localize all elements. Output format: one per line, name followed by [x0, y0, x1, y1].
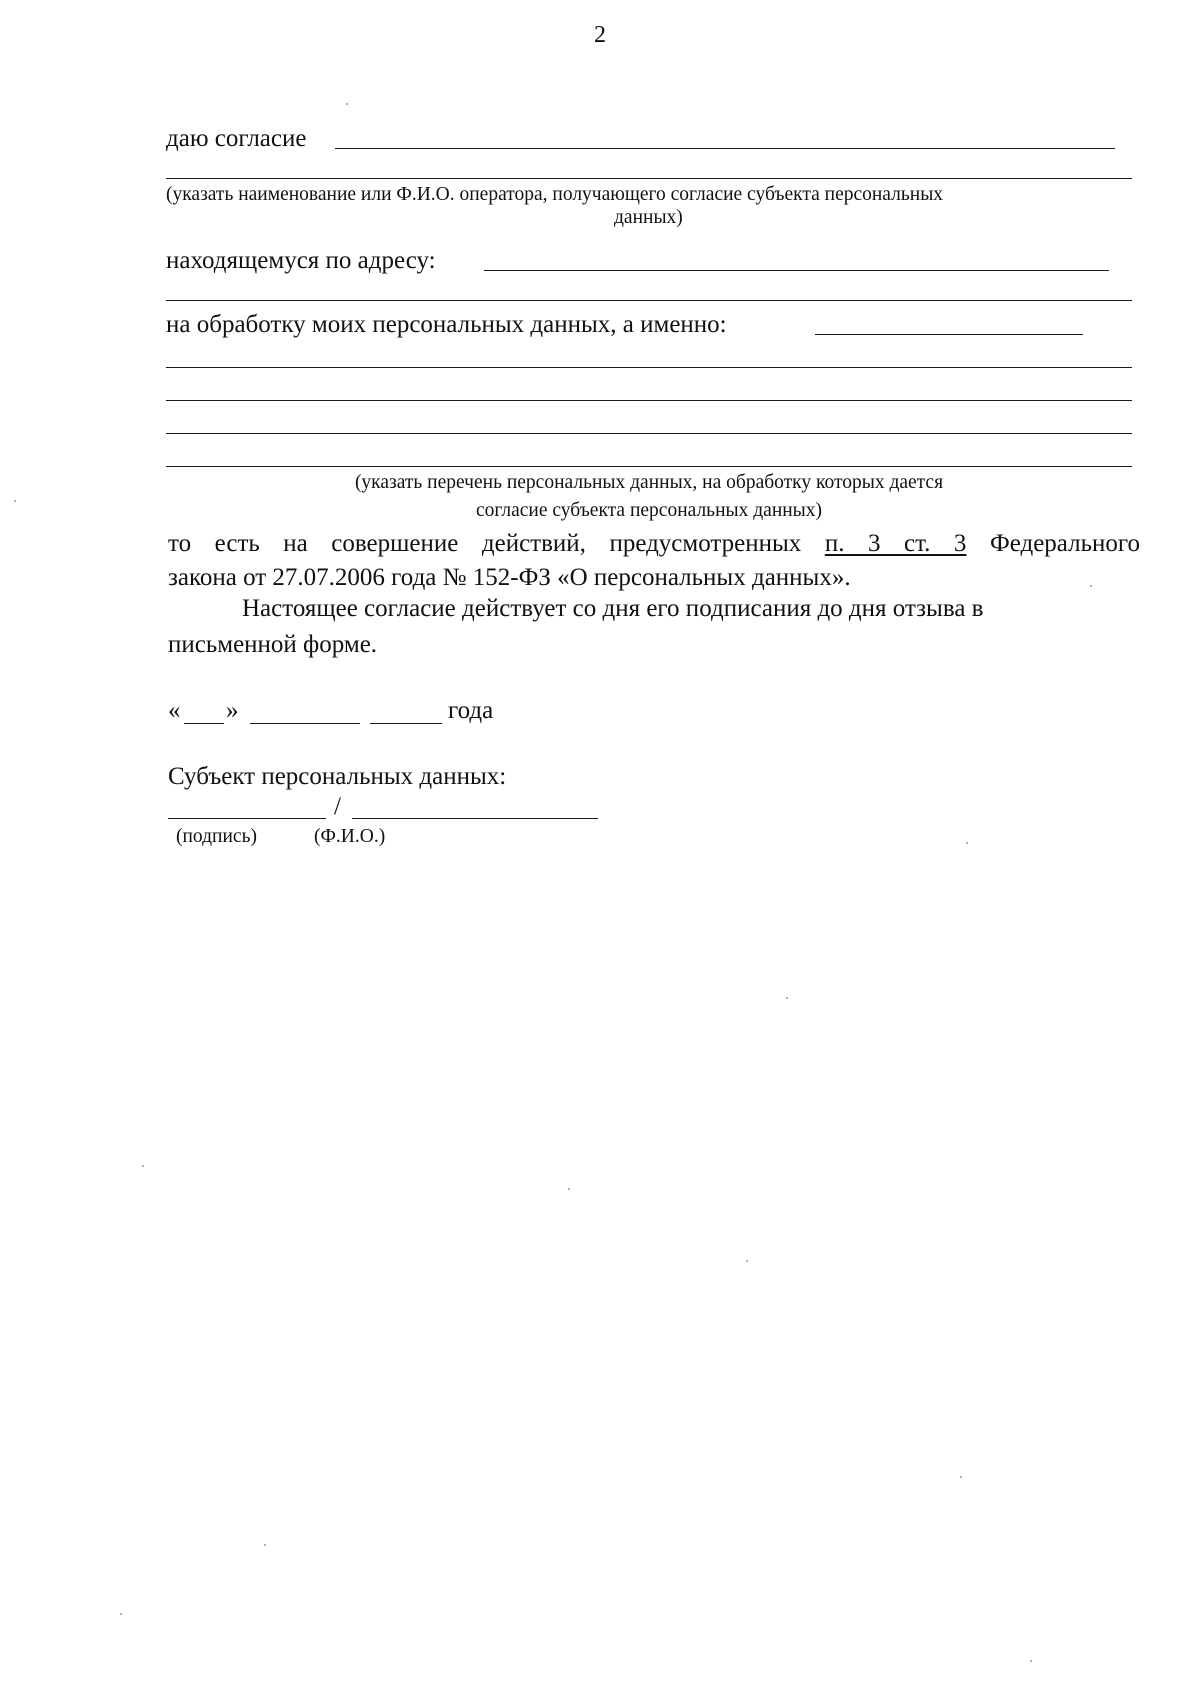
signature-slash: /	[334, 793, 341, 820]
processing-blank-line-5[interactable]	[166, 466, 1132, 467]
signature-blank[interactable]	[168, 818, 326, 819]
scan-speck	[264, 1544, 266, 1546]
actions-line1	[168, 528, 1140, 560]
processing-blank-line-3[interactable]	[166, 400, 1132, 401]
date-close-quote: »	[226, 697, 239, 724]
name-caption: (Ф.И.О.)	[314, 826, 386, 847]
actions-line2: закона от 27.07.2006 года № 152-ФЗ «О персональных данных».	[168, 564, 851, 591]
signature-caption: (подпись)	[176, 826, 257, 847]
date-year-word: года	[448, 697, 494, 724]
scan-speck	[960, 1476, 962, 1478]
processing-blank-line[interactable]	[815, 334, 1083, 335]
page-number: 2	[594, 22, 606, 48]
date-open-quote: «	[168, 697, 181, 724]
scan-speck	[568, 1188, 570, 1190]
address-blank-line-2[interactable]	[166, 300, 1132, 301]
law-article-link[interactable]: п. 3 ст. 3	[824, 530, 967, 557]
scan-speck	[1090, 585, 1092, 587]
operator-note: (указать наименование или Ф.И.О. оператора, получающего согласие субъекта персональных	[166, 184, 944, 205]
operator-note-cont: данных)	[614, 207, 683, 228]
processing-blank-line-4[interactable]	[166, 433, 1132, 434]
scan-speck	[14, 500, 16, 502]
scan-speck	[142, 1165, 144, 1167]
processing-label: на обработку моих персональных данных, а именно:	[166, 311, 727, 338]
actions-line1-pre: то есть на совершение действий, предусмотренных	[168, 530, 802, 557]
validity-line2: письменной форме.	[168, 631, 378, 658]
scan-speck	[746, 1260, 748, 1262]
address-blank-line[interactable]	[484, 270, 1109, 271]
consent-operator-blank-line[interactable]	[335, 148, 1115, 149]
consent-operator-blank-line-2[interactable]	[166, 178, 1132, 179]
date-month-blank[interactable]	[250, 723, 360, 724]
processing-blank-line-2[interactable]	[166, 367, 1132, 368]
list-note-line1: (указать перечень персональных данных, на обработку которых дается	[354, 472, 944, 493]
scan-speck	[786, 997, 788, 999]
validity-line1: Настоящее согласие действует со дня его подписания до дня отзыва в	[242, 595, 984, 622]
scan-speck	[966, 842, 968, 844]
actions-line1-post: Федерального	[989, 530, 1141, 557]
scan-speck	[346, 103, 348, 105]
date-day-blank[interactable]	[184, 723, 224, 724]
list-note-line2: согласие субъекта персональных данных)	[475, 500, 823, 521]
address-label: находящемуся по адресу:	[166, 247, 436, 274]
date-year-blank[interactable]	[370, 723, 442, 724]
subject-label: Субъект персональных данных:	[168, 763, 507, 790]
scan-speck	[120, 1613, 122, 1615]
scan-speck	[1030, 1660, 1032, 1662]
consent-label: даю согласие	[166, 125, 307, 152]
full-name-blank[interactable]	[352, 818, 598, 819]
